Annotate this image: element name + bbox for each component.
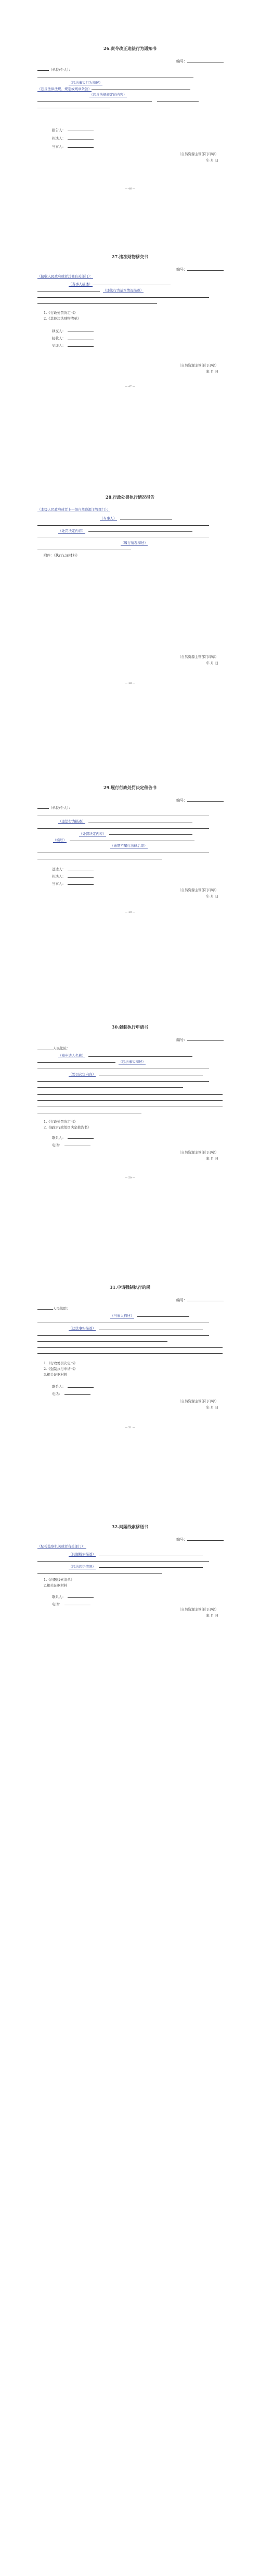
signature-2: 电话： <box>52 1601 90 1606</box>
form-body: （当事人描述） （违法事实描述） <box>37 1313 223 1344</box>
form-number: 编号： <box>176 797 224 803</box>
form-body: （被申请人名称） （违法事实描述） （处罚决定内容） <box>37 1052 223 1090</box>
form-party: 人民法院： <box>37 1045 223 1051</box>
form-number: 编号： <box>176 1037 224 1043</box>
form-title: 32.问题线索移送书 <box>112 1524 148 1529</box>
form-number: 编号： <box>176 58 224 64</box>
signature-2: 电话： <box>52 1142 90 1147</box>
form-number: 编号： <box>176 1537 224 1542</box>
form-party: （单位/个人）： <box>37 67 223 73</box>
form-party: （纪检监察机关或者有关部门）： <box>37 1544 87 1549</box>
form-party: （单位/个人）： <box>37 805 223 811</box>
form-party: （接收人民政府或者其他有关部门）： <box>37 274 94 278</box>
form-items: 1.《问题线索清单》 2.相关证据材料 <box>44 1578 74 1588</box>
signature-3: 见证人： <box>52 342 94 348</box>
form-title: 27.违法财物移交书 <box>112 254 148 259</box>
page-number: — 48 — <box>125 682 135 685</box>
form-items: 1.《行政处罚决定书》 2.《其他违法财物清单》 <box>44 311 81 321</box>
page-number: — 50 — <box>125 1176 135 1179</box>
page-number: — 47 — <box>125 385 135 388</box>
blank-line <box>37 1353 223 1354</box>
form-number: 编号： <box>176 1297 224 1303</box>
page-number: — 51 — <box>125 1426 135 1429</box>
signature-1: 联系人： <box>52 1384 94 1389</box>
signature-1: 联系人： <box>52 1594 94 1599</box>
signature-3: 当事人： <box>52 881 94 886</box>
form-body: （问题线索描述） （违法违纪情况） <box>37 1551 223 1576</box>
blank-line <box>37 1347 223 1348</box>
issuer-block: （自然资源主管部门印章） 年 月 日 <box>178 1607 218 1618</box>
form-items: 附件：《执行记录材料》 <box>44 553 80 557</box>
form-title: 28.行政处罚执行情况报告 <box>106 494 154 500</box>
issuer-block: （自然资源主管部门印章） 年 月 日 <box>178 888 218 898</box>
form-party: 人民法院： <box>37 1305 223 1312</box>
signature-3: 当事人： <box>52 144 94 149</box>
blank-line <box>37 1094 223 1095</box>
signature-1: 送达人： <box>52 866 94 871</box>
form-body: （当事人描述） （违法行为基本情况描述） <box>37 281 223 306</box>
form-items: 1.《行政处罚决定书》 2.《履行行政处罚决定催告书》 <box>44 1120 91 1130</box>
issuer-block: （自然资源主管部门印章） 年 月 日 <box>178 152 218 162</box>
form-title: 29.履行行政处罚决定催告书 <box>103 785 157 790</box>
form-party: （本级人民政府或者上一级自然资源主管部门）： <box>37 507 110 512</box>
signature-1: 移交人： <box>52 328 94 333</box>
form-32 <box>0 1478 260 1791</box>
form-body: （当事人） （处罚决定内容） （履行情况描述） <box>37 515 223 552</box>
form-body: （违法行为描述） （处罚决定内容） （编号） （逾期不履行法律后果） <box>37 812 223 861</box>
issuer-block: （自然资源主管部门印章） 年 月 日 <box>178 1150 218 1161</box>
signature-2: 执法人： <box>52 135 94 141</box>
issuer-block: （自然资源主管部门印章） 年 月 日 <box>178 1399 218 1410</box>
signature-1: 联系人： <box>52 1135 94 1140</box>
page-number: — 49 — <box>125 911 135 914</box>
form-title: 26.责令改正违法行为通知书 <box>103 46 157 51</box>
form-title: 31.申请强制执行的函 <box>110 1285 150 1290</box>
form-items: 1.《行政处罚决定书》 2.《强制执行申请书》 3.相关证据材料 <box>44 1361 77 1377</box>
signature-2: 电话： <box>52 1391 90 1396</box>
blank-line <box>37 1100 223 1101</box>
form-number: 编号： <box>176 267 224 272</box>
issuer-block: （自然资源主管部门印章） 年 月 日 <box>178 655 218 665</box>
page-number: — 46 — <box>125 187 135 191</box>
issuer-block: （自然资源主管部门印章） 年 月 日 <box>178 363 218 374</box>
signature-2: 接收人： <box>52 335 94 340</box>
signature-1: 报告人： <box>52 127 94 132</box>
signature-2: 执法人： <box>52 873 94 879</box>
form-body: （违法事实行为描述） （违反法律法规、规定或规章条款） （违反法规规定的内容） <box>37 74 223 110</box>
form-title: 30.强制执行申请书 <box>112 1024 148 1030</box>
